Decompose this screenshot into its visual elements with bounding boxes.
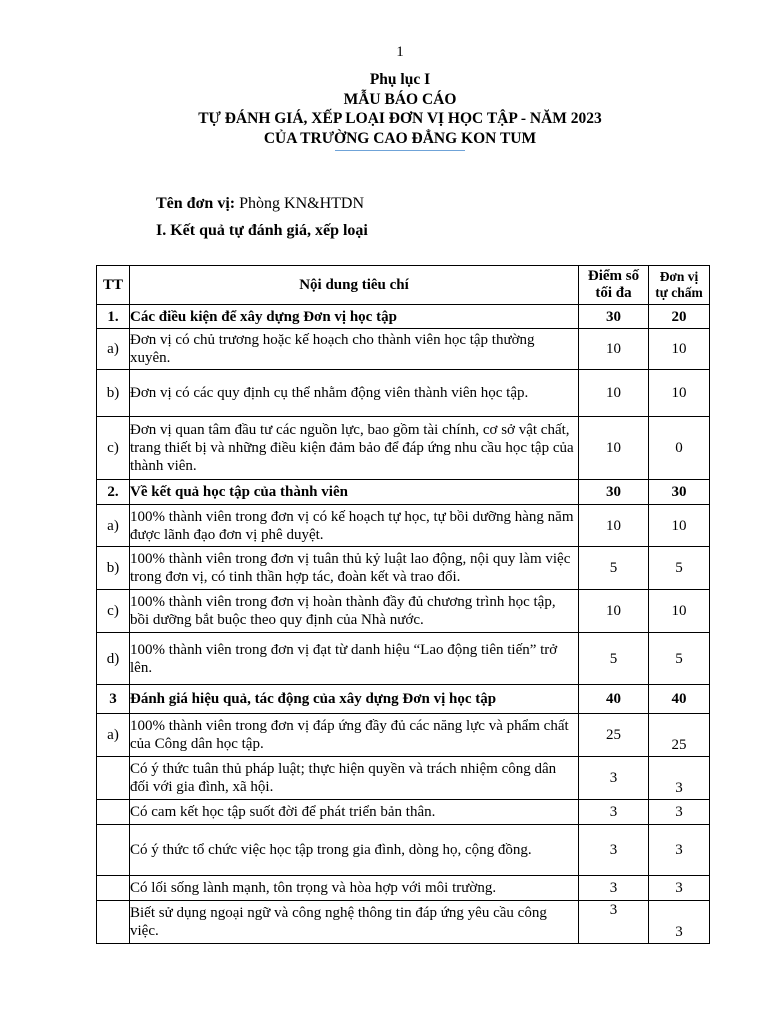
row-tt: c) <box>97 590 130 633</box>
row-max-score: 5 <box>579 547 649 590</box>
table-row <box>97 714 710 757</box>
row-tt: c) <box>97 417 130 480</box>
school-name: CỦA TRƯỜNG CAO ĐẲNG KON TUM <box>263 129 537 147</box>
row-content: 100% thành viên trong đơn vị đáp ứng đầy đủ các năng lực và phẩm chất của Công dân học tập. <box>130 714 579 757</box>
header-self-line2: tự chấm <box>655 285 703 300</box>
header-max-line1: Điểm số <box>587 268 640 284</box>
row-max-score: 10 <box>579 370 649 417</box>
row-self-score: 40 <box>649 685 710 714</box>
header-self-score <box>649 266 710 305</box>
row-tt <box>97 757 130 800</box>
row-self-score: 10 <box>649 329 710 370</box>
row-self-score: 5 <box>649 633 710 685</box>
main-title: TỰ ĐÁNH GIÁ, XẾP LOẠI ĐƠN VỊ HỌC TẬP - NĂM 2023 <box>198 110 602 127</box>
row-self-score: 20 <box>649 305 710 329</box>
row-tt: 3 <box>97 685 130 714</box>
row-self-score: 3 <box>649 825 710 876</box>
row-content: Biết sử dụng ngoại ngữ và công nghệ thông tin đáp ứng yêu cầu công việc. <box>130 901 579 944</box>
row-max-score: 3 <box>579 825 649 876</box>
row-max-score: 3 <box>579 876 649 901</box>
row-content: Đơn vị quan tâm đầu tư các nguồn lực, bao gồm tài chính, cơ sở vật chất, trang thiết bị và những điều kiện đảm bảo để đáp ứng nhu cầu học tập của thành viên. <box>130 417 579 480</box>
document-title-block <box>0 70 768 151</box>
title-underline <box>335 150 465 151</box>
row-self-score: 3 <box>649 901 710 944</box>
row-content: Có ý thức tổ chức việc học tập trong gia đình, dòng họ, cộng đồng. <box>130 825 579 876</box>
row-max-score: 3 <box>579 800 649 825</box>
row-content: Có cam kết học tập suốt đời để phát triển bản thân. <box>130 800 579 825</box>
table-row <box>97 590 710 633</box>
row-content: Có lối sống lành mạnh, tôn trọng và hòa hợp với môi trường. <box>130 876 579 901</box>
row-self-score: 3 <box>649 876 710 901</box>
row-max-score: 30 <box>579 480 649 505</box>
page-number: 1 <box>396 44 404 60</box>
table-row <box>97 633 710 685</box>
row-tt <box>97 901 130 944</box>
row-self-score: 3 <box>649 800 710 825</box>
row-tt: a) <box>97 714 130 757</box>
unit-line <box>156 195 364 213</box>
header-tt: TT <box>97 266 130 305</box>
row-tt <box>97 800 130 825</box>
row-self-score: 25 <box>649 714 710 757</box>
row-tt: a) <box>97 505 130 547</box>
header-self-line1: Đơn vị <box>659 269 699 284</box>
row-max-score: 30 <box>579 305 649 329</box>
header-max-score <box>579 266 649 305</box>
row-self-score: 0 <box>649 417 710 480</box>
table-row <box>97 417 710 480</box>
row-content: Về kết quả học tập của thành viên <box>130 480 579 505</box>
row-tt <box>97 876 130 901</box>
row-max-score: 40 <box>579 685 649 714</box>
row-max-score: 10 <box>579 329 649 370</box>
table-row <box>97 305 710 329</box>
row-self-score: 10 <box>649 505 710 547</box>
section-heading: I. Kết quả tự đánh giá, xếp loại <box>156 222 368 239</box>
row-content: Có ý thức tuân thủ pháp luật; thực hiện quyền và trách nhiệm công dân đối với gia đình, xã hội. <box>130 757 579 800</box>
row-max-score: 10 <box>579 417 649 480</box>
table-row <box>97 685 710 714</box>
table-row <box>97 547 710 590</box>
header-max-line2: tối đa <box>595 285 632 301</box>
row-max-score: 10 <box>579 590 649 633</box>
row-tt: 1. <box>97 305 130 329</box>
unit-label: Tên đơn vị: <box>156 195 236 212</box>
row-tt: b) <box>97 547 130 590</box>
table-row <box>97 825 710 876</box>
row-content: Đơn vị có các quy định cụ thể nhằm động viên thành viên học tập. <box>130 370 579 417</box>
table-row <box>97 757 710 800</box>
table-row <box>97 370 710 417</box>
row-max-score: 25 <box>579 714 649 757</box>
row-max-score: 3 <box>579 757 649 800</box>
form-title: MẪU BÁO CÁO <box>343 90 457 108</box>
row-content: 100% thành viên trong đơn vị tuân thủ kỷ luật lao động, nội quy làm việc trong đơn vị, có tinh thần hợp tác, đoàn kết và trao đổi. <box>130 547 579 590</box>
row-max-score: 3 <box>579 901 649 944</box>
row-self-score: 30 <box>649 480 710 505</box>
row-max-score: 10 <box>579 505 649 547</box>
row-tt: a) <box>97 329 130 370</box>
row-tt: b) <box>97 370 130 417</box>
row-self-score: 5 <box>649 547 710 590</box>
criteria-table <box>96 265 710 944</box>
row-content: 100% thành viên trong đơn vị có kế hoạch tự học, tự bồi dưỡng hàng năm được lãnh đạo đơn vị phê duyệt. <box>130 505 579 547</box>
row-content: Các điều kiện để xây dựng Đơn vị học tập <box>130 305 579 329</box>
table-header-row <box>97 266 710 305</box>
unit-value: Phòng KN&HTDN <box>239 195 364 212</box>
table-row <box>97 505 710 547</box>
row-self-score: 10 <box>649 370 710 417</box>
row-max-score: 5 <box>579 633 649 685</box>
row-self-score: 10 <box>649 590 710 633</box>
row-content: 100% thành viên trong đơn vị đạt từ danh hiệu “Lao động tiên tiến” trở lên. <box>130 633 579 685</box>
table-row <box>97 901 710 944</box>
table-row <box>97 800 710 825</box>
table-row <box>97 876 710 901</box>
row-tt: d) <box>97 633 130 685</box>
row-tt <box>97 825 130 876</box>
row-content: Đơn vị có chủ trương hoặc kế hoạch cho thành viên học tập thường xuyên. <box>130 329 579 370</box>
table-row <box>97 480 710 505</box>
appendix-label: Phụ lục I <box>369 71 431 88</box>
row-tt: 2. <box>97 480 130 505</box>
table-row <box>97 329 710 370</box>
row-content: Đánh giá hiệu quả, tác động của xây dựng Đơn vị học tập <box>130 685 579 714</box>
row-content: 100% thành viên trong đơn vị hoàn thành đầy đủ chương trình học tập, bồi dưỡng bắt buộc theo quy định của Nhà nước. <box>130 590 579 633</box>
row-self-score: 3 <box>649 757 710 800</box>
header-content: Nội dung tiêu chí <box>130 266 579 305</box>
